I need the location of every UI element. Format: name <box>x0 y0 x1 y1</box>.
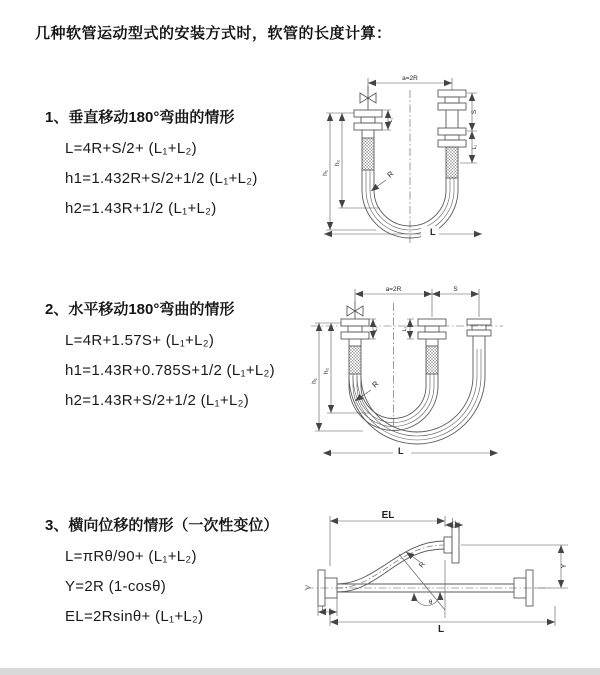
dim-label-theta: θ <box>429 600 433 606</box>
dim-label-l2: L₂ <box>472 144 478 150</box>
dim-label-s: S <box>453 286 458 293</box>
section-2-heading: 2、水平移动180°弯曲的情形 <box>45 301 235 318</box>
section-lateral-displacement <box>45 514 278 625</box>
formula-h1: h1=1.432R+S/2+1/2 (L₁+L₂) <box>65 170 258 187</box>
valve-icon <box>347 301 363 319</box>
u-hose-position2 <box>349 349 485 444</box>
extension-line <box>407 319 414 339</box>
formula-h2: h2=1.43R+S/2+1/2 (L₁+L₂) <box>65 392 250 409</box>
dim-label-length: L <box>438 624 445 635</box>
dim-label-el: EL <box>381 510 395 521</box>
dim-label-h1: h₁ <box>322 170 329 176</box>
extension-line <box>461 545 568 588</box>
section-horizontal-movement <box>45 298 275 409</box>
extension-line <box>330 516 445 566</box>
dim-label-l2: L₂ <box>402 326 408 332</box>
break-mark <box>305 585 310 590</box>
section-3-heading: 3、横向位移的情形（一次性变位） <box>45 517 279 534</box>
extension-line <box>330 606 555 626</box>
dim-label-h2: h₂ <box>323 367 330 375</box>
braid-sleeve <box>426 346 438 374</box>
formula-length: L=πRθ/90+ (L₁+L₂) <box>65 548 197 565</box>
right-flange-upper <box>438 90 466 128</box>
dim-label-h2: h₂ <box>334 159 341 167</box>
formula-el: EL=2Rsinθ+ (L₁+L₂) <box>65 608 204 625</box>
displaced-flange <box>444 527 459 563</box>
dim-label-span: a=2R <box>402 75 418 82</box>
braid-sleeve <box>362 138 374 170</box>
dim-label-l1: L₁ <box>388 117 394 123</box>
dim-label-h1: h₁ <box>311 378 318 384</box>
dim-label-radius: R <box>385 169 396 180</box>
dim-label-length: L <box>398 446 404 456</box>
formula-length: L=4R+1.57S+ (L₁+L₂) <box>65 332 215 349</box>
section-1-heading: 1、垂直移动180°弯曲的情形 <box>45 109 235 126</box>
left-flange <box>341 319 369 346</box>
dim-label-s: S <box>471 109 478 115</box>
right-flange-lower <box>438 128 466 147</box>
dim-label-radius: R <box>418 560 427 570</box>
dim-label-span: a=2R <box>385 286 402 293</box>
dim-label-l1: L₁ <box>373 326 379 332</box>
formula-h2: h2=1.43R+1/2 (L₁+L₂) <box>65 200 217 217</box>
page-edge <box>0 668 600 675</box>
braid-sleeve <box>446 147 458 178</box>
middle-flange <box>418 319 446 346</box>
radius-leader <box>371 180 386 191</box>
formula-y: Y=2R (1-cosθ) <box>65 578 167 595</box>
dim-label-y: Y <box>561 563 568 569</box>
diagram-vertical-u-bend <box>310 68 570 260</box>
page-title: 几种软管运动型式的安装方式时，软管的长度计算： <box>35 25 392 42</box>
dim-label-l1: L₁ <box>451 518 457 524</box>
diagram-lateral-displacement <box>298 500 593 645</box>
braid-sleeve <box>349 346 361 374</box>
dim-label-radius: R <box>370 379 381 390</box>
right-flange <box>467 319 491 349</box>
formula-h1: h1=1.43R+0.785S+1/2 (L₁+L₂) <box>65 362 275 379</box>
formula-length: L=4R+S/2+ (L₁+L₂) <box>65 140 197 157</box>
extension-line <box>355 289 479 317</box>
left-flange <box>354 110 382 138</box>
dim-label-length: L <box>430 227 436 237</box>
section-vertical-movement <box>45 106 258 217</box>
dim-label-l2: L₂ <box>321 606 327 612</box>
diagram-horizontal-u-bend <box>303 281 593 466</box>
